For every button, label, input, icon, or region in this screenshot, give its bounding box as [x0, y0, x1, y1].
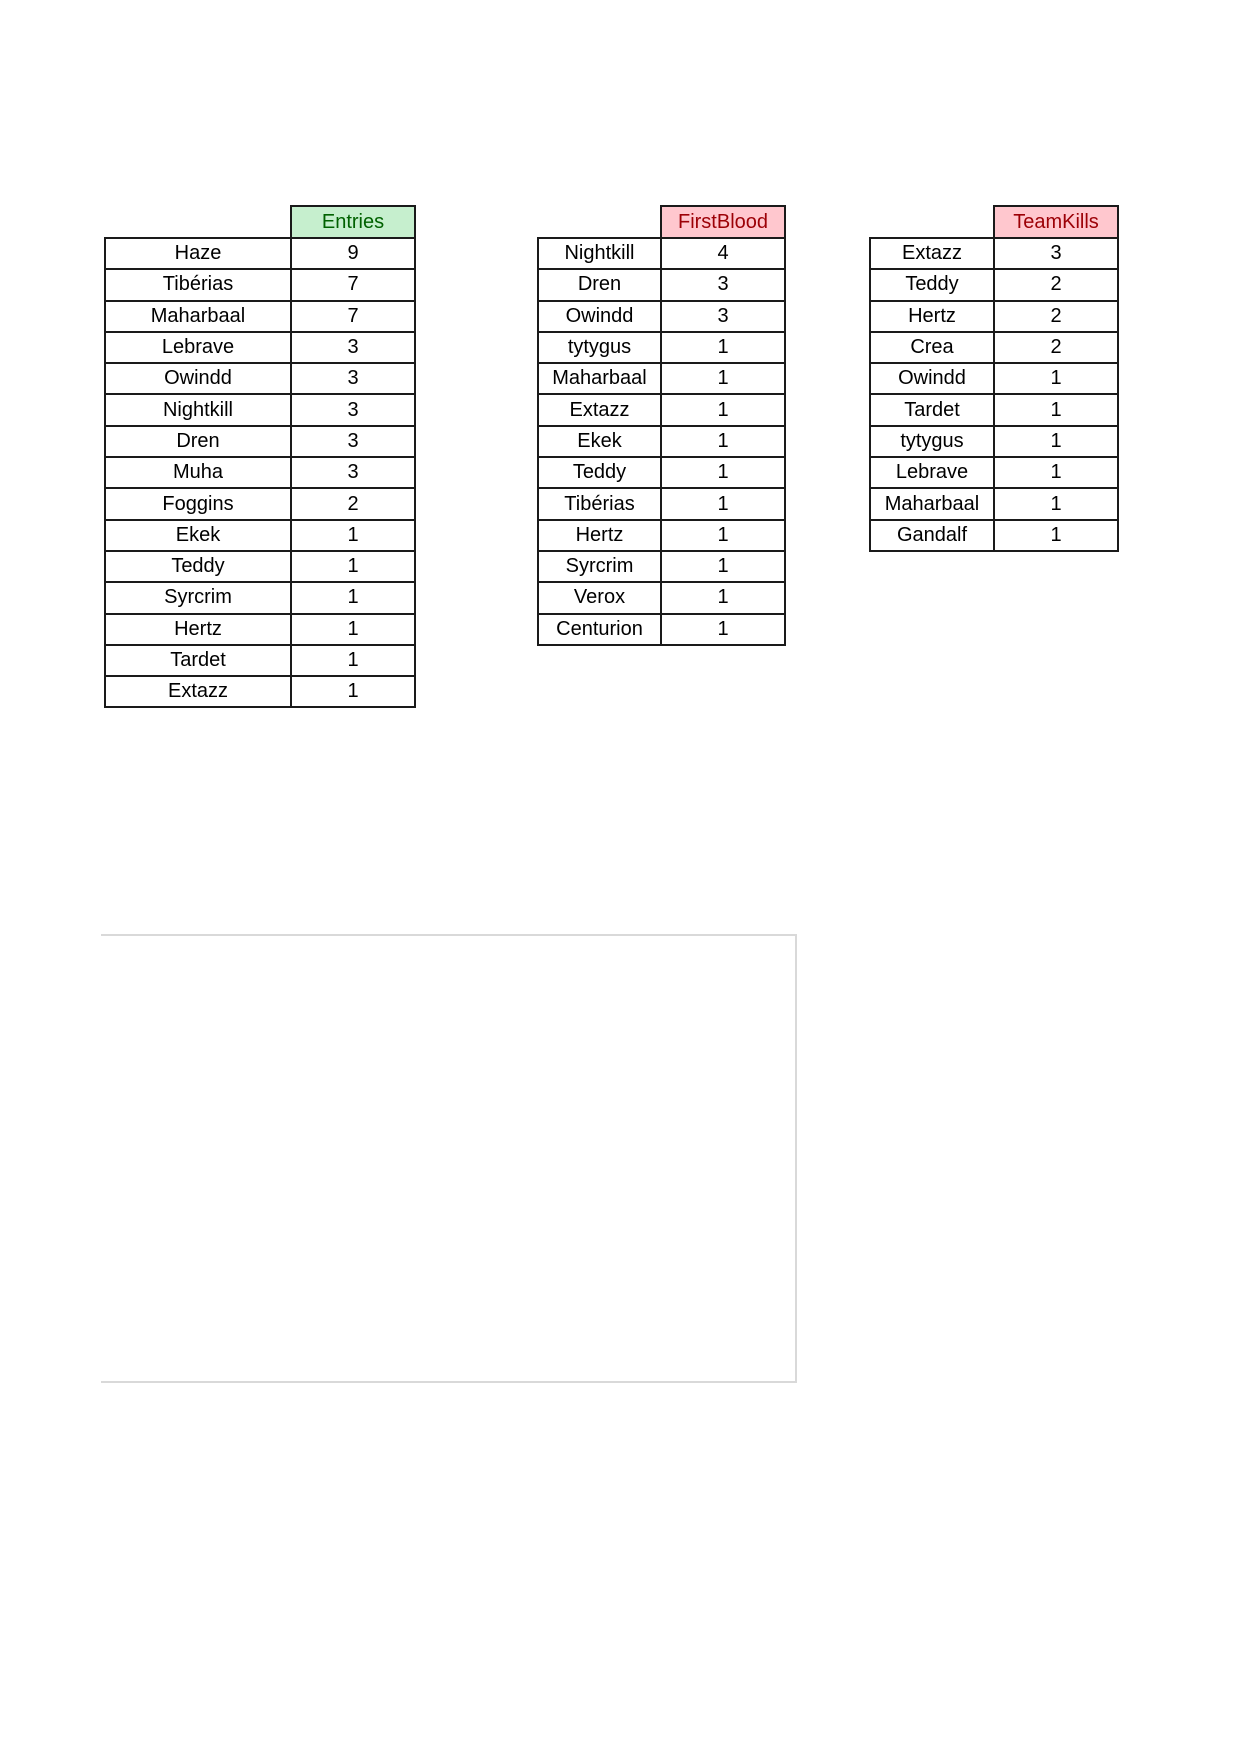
table-row [105, 551, 415, 582]
table-row [105, 238, 415, 269]
empty-chart-area [101, 934, 797, 1383]
count-cell: 1 [291, 645, 415, 676]
player-name-cell: Owindd [870, 363, 994, 394]
table-row [538, 238, 785, 269]
count-cell: 3 [291, 363, 415, 394]
count-cell: 1 [661, 614, 785, 645]
count-cell: 1 [994, 488, 1118, 519]
player-name-cell: Lebrave [105, 332, 291, 363]
count-cell: 1 [661, 426, 785, 457]
table-row [105, 457, 415, 488]
count-cell: 1 [661, 394, 785, 425]
player-name-cell: Tardet [105, 645, 291, 676]
table-row [105, 582, 415, 613]
player-name-cell: Centurion [538, 614, 661, 645]
player-name-cell: Dren [105, 426, 291, 457]
table-row [870, 426, 1118, 457]
player-name-cell: Maharbaal [870, 488, 994, 519]
count-cell: 1 [661, 520, 785, 551]
count-cell: 7 [291, 301, 415, 332]
count-cell: 2 [994, 332, 1118, 363]
table-row [870, 488, 1118, 519]
player-name-cell: Hertz [538, 520, 661, 551]
count-cell: 2 [291, 488, 415, 519]
table-row [538, 551, 785, 582]
count-cell: 2 [994, 269, 1118, 300]
count-cell: 1 [994, 457, 1118, 488]
table-row [105, 269, 415, 300]
player-name-cell: Foggins [105, 488, 291, 519]
player-name-cell: Syrcrim [538, 551, 661, 582]
table-row [105, 363, 415, 394]
player-name-cell: Maharbaal [105, 301, 291, 332]
count-cell: 1 [661, 488, 785, 519]
player-name-cell: Teddy [105, 551, 291, 582]
count-cell: 1 [291, 614, 415, 645]
player-name-cell: Extazz [105, 676, 291, 707]
table-row [105, 520, 415, 551]
table-row [105, 614, 415, 645]
teamkills-header: TeamKills [993, 205, 1119, 237]
table-row [105, 676, 415, 707]
count-cell: 1 [661, 332, 785, 363]
table-row [870, 363, 1118, 394]
count-cell: 4 [661, 238, 785, 269]
table-row [870, 394, 1118, 425]
table-row [870, 301, 1118, 332]
player-name-cell: Crea [870, 332, 994, 363]
player-name-cell: Nightkill [105, 394, 291, 425]
table-row [870, 520, 1118, 551]
table-row [870, 238, 1118, 269]
teamkills-grid [869, 237, 1119, 552]
table-row [105, 301, 415, 332]
player-name-cell: Teddy [870, 269, 994, 300]
table-row [538, 332, 785, 363]
player-name-cell: Gandalf [870, 520, 994, 551]
count-cell: 3 [661, 301, 785, 332]
player-name-cell: Owindd [538, 301, 661, 332]
table-row [105, 645, 415, 676]
firstblood-grid [537, 237, 786, 646]
table-row [105, 394, 415, 425]
table-row [538, 614, 785, 645]
player-name-cell: Teddy [538, 457, 661, 488]
count-cell: 2 [994, 301, 1118, 332]
table-row [538, 520, 785, 551]
count-cell: 1 [291, 551, 415, 582]
player-name-cell: Nightkill [538, 238, 661, 269]
count-cell: 3 [291, 457, 415, 488]
player-name-cell: Ekek [538, 426, 661, 457]
player-name-cell: Ekek [105, 520, 291, 551]
table-row [538, 457, 785, 488]
table-row [538, 582, 785, 613]
player-name-cell: Lebrave [870, 457, 994, 488]
count-cell: 1 [994, 363, 1118, 394]
count-cell: 1 [291, 582, 415, 613]
player-name-cell: Verox [538, 582, 661, 613]
player-name-cell: tytygus [538, 332, 661, 363]
table-row [538, 301, 785, 332]
count-cell: 1 [291, 520, 415, 551]
player-name-cell: Maharbaal [538, 363, 661, 394]
player-name-cell: Hertz [870, 301, 994, 332]
table-row [538, 269, 785, 300]
player-name-cell: Haze [105, 238, 291, 269]
entries-header: Entries [290, 205, 416, 237]
entries-grid [104, 237, 416, 708]
count-cell: 1 [661, 363, 785, 394]
table-row [538, 426, 785, 457]
table-row [105, 488, 415, 519]
player-name-cell: Hertz [105, 614, 291, 645]
count-cell: 7 [291, 269, 415, 300]
count-cell: 1 [994, 426, 1118, 457]
count-cell: 1 [661, 551, 785, 582]
table-row [870, 269, 1118, 300]
player-name-cell: tytygus [870, 426, 994, 457]
count-cell: 3 [994, 238, 1118, 269]
player-name-cell: Extazz [538, 394, 661, 425]
player-name-cell: Muha [105, 457, 291, 488]
count-cell: 1 [994, 520, 1118, 551]
player-name-cell: Syrcrim [105, 582, 291, 613]
table-row [538, 488, 785, 519]
count-cell: 1 [661, 582, 785, 613]
player-name-cell: Dren [538, 269, 661, 300]
count-cell: 3 [291, 332, 415, 363]
table-row [870, 457, 1118, 488]
firstblood-header: FirstBlood [660, 205, 786, 237]
player-name-cell: Owindd [105, 363, 291, 394]
count-cell: 9 [291, 238, 415, 269]
count-cell: 1 [661, 457, 785, 488]
table-row [870, 332, 1118, 363]
table-row [105, 426, 415, 457]
count-cell: 3 [291, 426, 415, 457]
table-row [538, 394, 785, 425]
player-name-cell: Extazz [870, 238, 994, 269]
table-row [105, 332, 415, 363]
count-cell: 1 [291, 676, 415, 707]
table-row [538, 363, 785, 394]
player-name-cell: Tibérias [105, 269, 291, 300]
player-name-cell: Tardet [870, 394, 994, 425]
count-cell: 3 [661, 269, 785, 300]
player-name-cell: Tibérias [538, 488, 661, 519]
count-cell: 3 [291, 394, 415, 425]
count-cell: 1 [994, 394, 1118, 425]
